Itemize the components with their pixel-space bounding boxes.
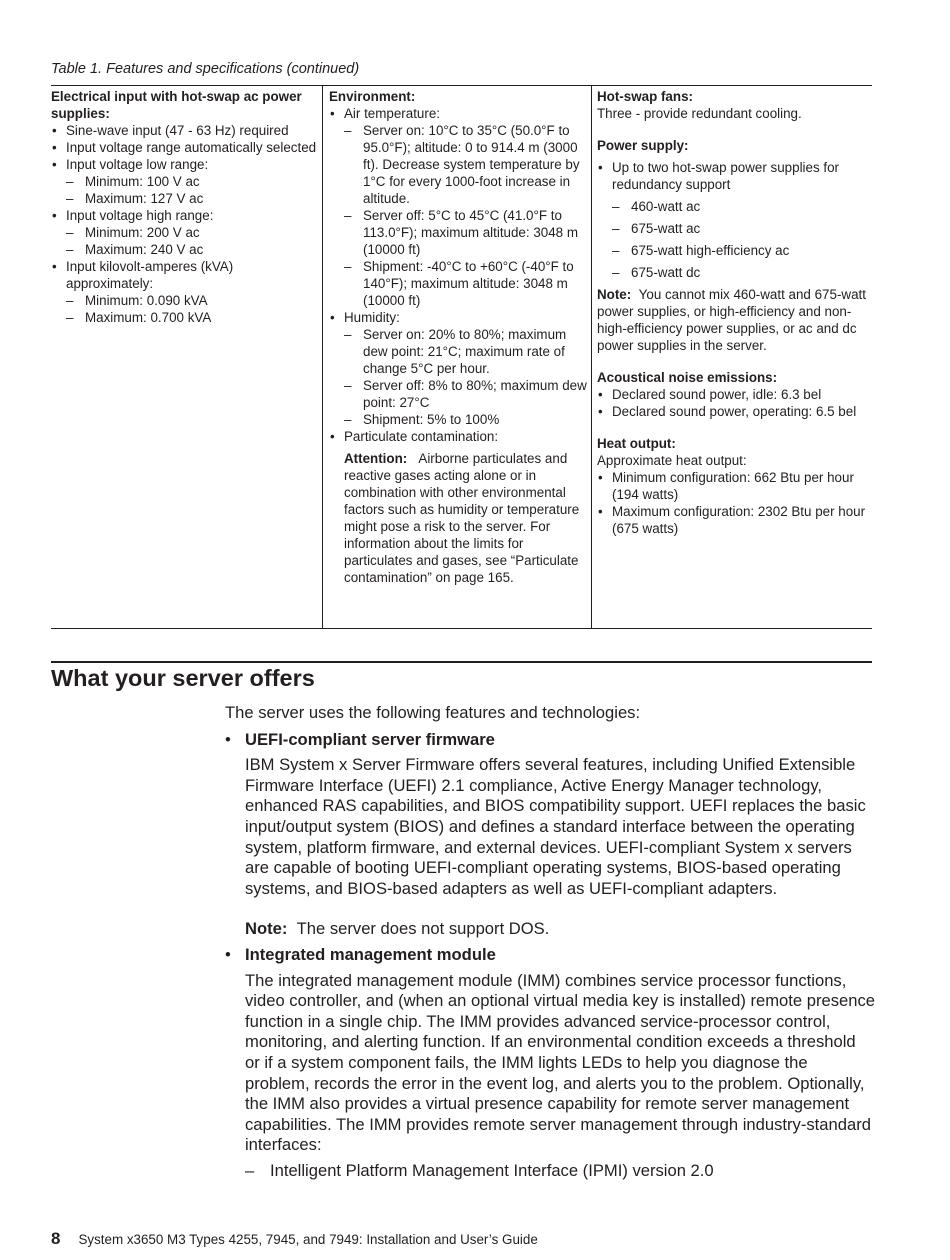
section-title: What your server offers [51, 665, 315, 691]
sub-list-item: – Server off: 8% to 80%; maximum dew point: 27°C [344, 378, 587, 410]
page-footer [51, 1229, 538, 1249]
list-item: • Air temperature: [330, 106, 441, 121]
heat-output-text: Approximate heat output: [597, 453, 747, 468]
noise-heading: Acoustical noise emissions: [597, 370, 778, 385]
list-item: • Minimum configuration: 662 Btu per hour (194 watts) [598, 470, 854, 502]
electrical-input-heading: Electrical input with hot-swap ac power supplies: [51, 89, 302, 121]
attention-text: Airborne particulates and reactive gases acting alone or in combination with other environmental factors such as humidity or temperature might pose a risk to the server. For information about the limits for particulates and gases, see “Particulate contamination” on page 165. [344, 451, 580, 585]
sub-list-item: – Shipment: 5% to 100% [344, 412, 500, 427]
list-item: • Input voltage low range: [52, 157, 209, 172]
note-text: The server does not support DOS. [296, 919, 550, 939]
environment-column [322, 86, 592, 628]
power-supply-note [597, 286, 878, 354]
feature-imm: • Integrated management module The integrated management module (IMM) combines service processor functions, video controller, and (when an optional virtual media key is installed) remote presence function in a single chip. The IMM provides advanced service-processor control, monitoring, and alerting function. If an environmental condition exceeds a threshold or if a system component fails, the IMM lights LEDs to help you diagnose the problem, records the error in the event log, and alerts you to the problem. Optionally, the IMM also provides a virtual presence capability for remote server management capabilities. The IMM provides remote server management through industry-standard interfaces: – Intelligent Platform Management Interface (IPMI) version 2.0 [225, 944, 875, 1180]
sub-list-item: – Shipment: -40°C to +60°C (-40°F to 140°F); maximum altitude: 3048 m (10000 ft) [344, 259, 574, 308]
sub-list-item: – 675-watt ac [612, 221, 701, 236]
list-item: • Input kilovolt-amperes (kVA) approximately: [52, 259, 234, 291]
sub-list-item: – Maximum: 240 V ac [66, 242, 204, 257]
specifications-table [51, 85, 872, 629]
attention-notice [344, 450, 592, 586]
feature-text: IBM System x Server Firmware offers several features, including Unified Extensible Firmware Interface (UEFI) 2.1 compliance, Active Energy Manager technology, enhanced RAS capabilities, and BIOS compatibility support. UEFI replaces the basic input/output system (BIOS) and defines a standard interface between the operating system, platform firmware, and external devices. UEFI-compliant System x servers are capable of booting UEFI-compliant operating systems, BIOS-based operating systems, and BIOS-based adapters as well as UEFI-compliant adapters. [245, 755, 866, 898]
list-item: • Input voltage range automatically selected [52, 140, 317, 155]
sub-list-item: – 675-watt dc [612, 265, 701, 280]
sub-list-item: – Server on: 20% to 80%; maximum dew point: 21°C; maximum rate of change 5°C per hour. [344, 327, 567, 376]
sub-list-item: – Maximum: 0.700 kVA [66, 310, 212, 325]
noise-list [597, 386, 878, 420]
list-item: • Up to two hot-swap power supplies for redundancy support [598, 160, 840, 192]
list-item: • Input voltage high range: [52, 208, 214, 223]
sub-list-item: – Minimum: 100 V ac [66, 174, 200, 189]
environment-heading: Environment: [329, 89, 416, 104]
fans-heading: Hot-swap fans: [597, 89, 693, 104]
note-label: Note: [597, 287, 632, 302]
list-item: • Maximum configuration: 2302 Btu per hour (675 watts) [598, 504, 866, 536]
note-label: Note: [245, 919, 288, 939]
sub-list-item: – Minimum: 200 V ac [66, 225, 200, 240]
electrical-input-list [51, 122, 318, 326]
heat-output-list [597, 469, 878, 537]
feature-title: Integrated management module [245, 944, 496, 964]
sub-list-item: – Server on: 10°C to 35°C (50.0°F to 95.0°F); altitude: 0 to 914.4 m (3000 ft). Decrease system temperature by 1°C for every 1000-foot increase in altitude. [344, 123, 580, 206]
list-item: • Humidity: [330, 310, 400, 325]
heat-output-heading: Heat output: [597, 436, 676, 451]
environment-list [329, 105, 592, 445]
table-caption: Table 1. Features and specifications (continued) [51, 61, 360, 77]
feature-text: The integrated management module (IMM) combines service processor functions, video controller, and (when an optional virtual media key is installed) remote presence function in a single chip. The IMM provides advanced service-processor control, monitoring, and alerting function. If an environmental condition exceeds a threshold or if a system component fails, the IMM lights LEDs to help you diagnose the problem, records the error in the event log, and alerts you to the problem. Optionally, the IMM also provides a virtual presence capability for remote server management capabilities. The IMM provides remote server management through industry-standard interfaces: [245, 970, 875, 1155]
list-item: • Sine-wave input (47 - 63 Hz) required [52, 123, 289, 138]
electrical-input-column [51, 86, 318, 628]
feature-title: UEFI-compliant server firmware [245, 729, 495, 749]
list-item: • Particulate contamination: [330, 429, 499, 444]
note-text: You cannot mix 460-watt and 675-watt power supplies, or high-efficiency and non-high-efficiency power supplies, or ac and dc power supplies in the server. [597, 287, 866, 353]
list-item: • Declared sound power, operating: 6.5 bel [598, 404, 857, 419]
sub-list-item: – Maximum: 127 V ac [66, 191, 204, 206]
feature-uefi: • UEFI-compliant server firmware IBM System x Server Firmware offers several features, including Unified Extensible Firmware Interface (UEFI) 2.1 compliance, Active Energy Manager technology, enhanced RAS capabilities, and BIOS compatibility support. UEFI replaces the basic input/output system (BIOS) and defines a standard interface between the operating system, platform firmware, and external devices. UEFI-compliant System x servers are capable of booting UEFI-compliant operating systems, BIOS-based operating systems, and BIOS-based adapters as well as UEFI-compliant adapters. Note: The server does not support DOS. [225, 730, 875, 940]
sub-list-item: – Intelligent Platform Management Interface (IPMI) version 2.0 [245, 1160, 714, 1180]
page-number: 8 [51, 1229, 61, 1248]
fans-text: Three - provide redundant cooling. [597, 106, 802, 121]
power-supply-heading: Power supply: [597, 138, 689, 153]
sub-list-item: – Server off: 5°C to 45°C (41.0°F to 113.0°F); maximum altitude: 3048 m (10000 ft) [344, 208, 578, 257]
footer-title: System x3650 M3 Types 4255, 7945, and 7949: Installation and User’s Guide [78, 1232, 538, 1247]
intro-text: The server uses the following features and technologies: [225, 703, 641, 722]
list-item: • Declared sound power, idle: 6.3 bel [598, 387, 822, 402]
feature-note [245, 919, 875, 940]
power-column [591, 86, 878, 628]
sub-list-item: – Minimum: 0.090 kVA [66, 293, 208, 308]
section-body [225, 703, 875, 1181]
sub-list-item: – 675-watt high-efficiency ac [612, 243, 790, 258]
power-supply-list [597, 159, 878, 281]
section-divider [51, 661, 872, 663]
attention-label: Attention: [344, 451, 408, 466]
sub-list-item: – 460-watt ac [612, 199, 701, 214]
